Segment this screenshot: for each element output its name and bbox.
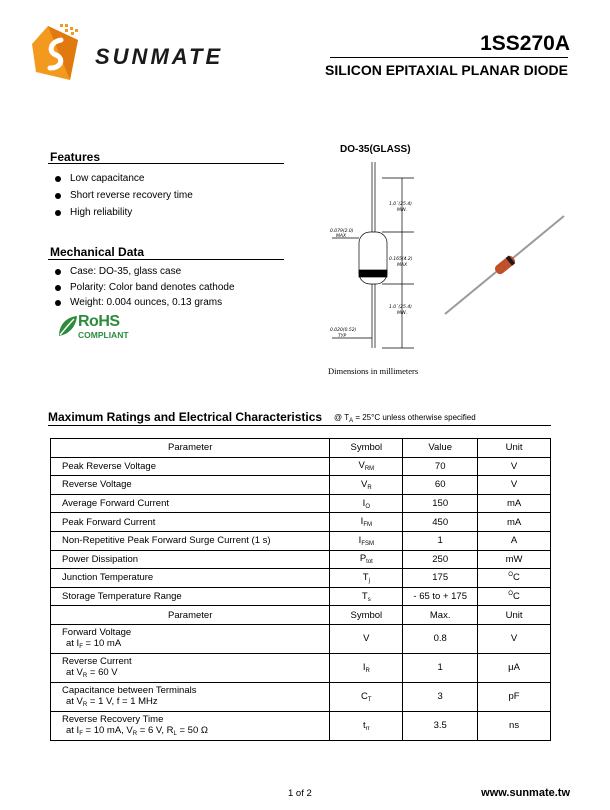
dim-dia-sub: MAX (336, 234, 347, 239)
param-cell: Reverse Voltage (51, 476, 330, 495)
symbol-cell: $C_T$ (330, 682, 403, 711)
rohs-title: RoHS (78, 313, 120, 330)
value-cell: - 65 to + 175 (403, 587, 478, 606)
header-parameter: Parameter (51, 606, 330, 625)
dim-bottom-label: 1.0`(25.4) (389, 305, 412, 310)
value-cell: 150 (403, 494, 478, 513)
unit-cell: mA (478, 513, 551, 532)
table-row (51, 457, 551, 476)
list-item: High reliability (50, 206, 193, 223)
unit-cell: ns (478, 711, 551, 740)
value-cell: 450 (403, 513, 478, 532)
dim-body-sub: MAX (397, 263, 408, 268)
symbol-cell: $P_{tot}$ (330, 550, 403, 569)
website-link[interactable]: www.sunmate.tw (481, 787, 570, 799)
value-cell: 1 (403, 531, 478, 550)
list-item: Low capacitance (50, 172, 193, 189)
table-row (51, 550, 551, 569)
ratings-condition: @ $T_A = 25^\circ C$ unless otherwise specified (334, 413, 476, 424)
value-cell: 70 (403, 457, 478, 476)
param-cell: Capacitance between Terminals at $V_R = 1$ V, f = 1 MHz (51, 682, 330, 711)
features-divider (48, 163, 284, 164)
unit-cell: V (478, 624, 551, 653)
dimensions-note: Dimensions in millimeters (328, 366, 419, 376)
list-item: Weight: 0.004 ounces, 0.13 grams (50, 296, 235, 312)
features-list (50, 172, 193, 223)
value-cell: 175 (403, 569, 478, 588)
dim-body-label: 0.165(4.2) (389, 257, 413, 262)
ratings-title: Maximum Ratings and Electrical Characteristics (48, 410, 323, 424)
package-name: DO-35(GLASS) (340, 144, 411, 155)
part-number: 1SS270A (480, 32, 570, 55)
symbol-cell: V (330, 624, 403, 653)
table-row (51, 653, 551, 682)
unit-cell: mA (478, 494, 551, 513)
header-max: Max. (403, 606, 478, 625)
symbol-cell: $T_s$ (330, 587, 403, 606)
dim-top-sub: MIN. (397, 208, 408, 213)
param-cell: Power Dissipation (51, 550, 330, 569)
table-header-row (51, 606, 551, 625)
table-row (51, 569, 551, 588)
unit-cell: $^O$C (478, 569, 551, 588)
rohs-leaf-icon (57, 314, 79, 338)
mechanical-divider (48, 259, 284, 260)
unit-cell: A (478, 531, 551, 550)
header-unit: Unit (478, 606, 551, 625)
unit-cell: pF (478, 682, 551, 711)
symbol-cell: $t_{rr}$ (330, 711, 403, 740)
table-row (51, 513, 551, 532)
logo-text: SUNMATE (95, 44, 224, 69)
value-cell: 0.8 (403, 624, 478, 653)
param-cell: Non-Repetitive Peak Forward Surge Current (1 s) (51, 531, 330, 550)
header-value: Value (403, 439, 478, 458)
table-row (51, 711, 551, 740)
param-cell: Average Forward Current (51, 494, 330, 513)
param-cell: Forward Voltage at $I_F = 10$ mA (51, 624, 330, 653)
value-cell: 250 (403, 550, 478, 569)
header-parameter: Parameter (51, 439, 330, 458)
symbol-cell: $V_{RM}$ (330, 457, 403, 476)
list-item: Case: DO-35, glass case (50, 265, 235, 281)
mechanical-title: Mechanical Data (50, 245, 145, 259)
table-header-row (51, 439, 551, 458)
table-row (51, 682, 551, 711)
mechanical-list (50, 265, 235, 312)
header-symbol: Symbol (330, 606, 403, 625)
table-row (51, 476, 551, 495)
rohs-compliant: COMPLIANT (78, 330, 129, 340)
product-subtitle: SILICON EPITAXIAL PLANAR DIODE (325, 62, 568, 78)
diode-photo (440, 210, 570, 320)
param-cell: Storage Temperature Range (51, 587, 330, 606)
header-unit: Unit (478, 439, 551, 458)
value-cell: 3 (403, 682, 478, 711)
dim-dia-label: 0.079(2.0) (330, 229, 354, 234)
dim-top-label: 1.0`(25.4) (389, 202, 412, 207)
value-cell: 3.5 (403, 711, 478, 740)
list-item: Short reverse recovery time (50, 189, 193, 206)
value-cell: 1 (403, 653, 478, 682)
symbol-cell: $V_R$ (330, 476, 403, 495)
unit-cell: mW (478, 550, 551, 569)
unit-cell: $^O$C (478, 587, 551, 606)
symbol-cell: $I_{FSM}$ (330, 531, 403, 550)
param-cell: Junction Temperature (51, 569, 330, 588)
param-cell: Reverse Recovery Time at $I_F = 10$ mA, $V_R = 6$ V, $R_L = 50$ Ω (51, 711, 330, 740)
table-row (51, 494, 551, 513)
features-title: Features (50, 150, 101, 164)
dim-bottom-sub: MIN. (397, 311, 408, 316)
unit-cell: μA (478, 653, 551, 682)
unit-cell: V (478, 476, 551, 495)
param-cell: Peak Forward Current (51, 513, 330, 532)
unit-cell: V (478, 457, 551, 476)
param-cell: Peak Reverse Voltage (51, 457, 330, 476)
ratings-table (50, 438, 551, 741)
symbol-cell: $T_j$ (330, 569, 403, 588)
table-row (51, 587, 551, 606)
dim-lead-sub: TYP (338, 334, 347, 339)
symbol-cell: $I_{FM}$ (330, 513, 403, 532)
list-item: Polarity: Color band denotes cathode (50, 281, 235, 297)
table-row (51, 624, 551, 653)
header-divider (330, 57, 568, 58)
package-outline-drawing (322, 160, 422, 360)
header-symbol: Symbol (330, 439, 403, 458)
dim-lead-label: 0.020(0.52) (330, 328, 357, 333)
param-cell: Reverse Current at $V_R = 60$ V (51, 653, 330, 682)
value-cell: 60 (403, 476, 478, 495)
ratings-divider (48, 425, 551, 426)
table-row (51, 531, 551, 550)
page-number: 1 of 2 (288, 788, 312, 799)
symbol-cell: $I_O$ (330, 494, 403, 513)
symbol-cell: $I_R$ (330, 653, 403, 682)
